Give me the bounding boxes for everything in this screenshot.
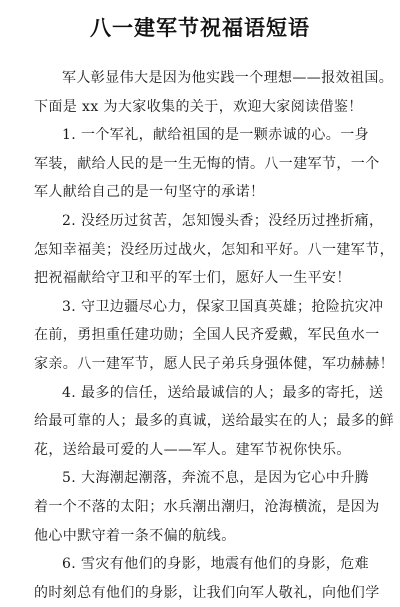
blessing-item-4-continued	[34, 407, 394, 464]
text-line: 军人彰显伟大是因为他实践一个理想——报效祖国。	[62, 70, 394, 86]
text-line: 的时刻总有他们的身影，让我们向军人敬礼，向他们学	[34, 584, 380, 601]
blessing-item-5	[34, 464, 386, 493]
intro-paragraph-continued	[34, 93, 386, 122]
text-line: 6. 雪灾有他们的身影，地震有他们的身影，危难	[62, 556, 370, 573]
blessing-item-4	[34, 379, 386, 408]
blessing-item-1-continued	[34, 150, 386, 207]
text-line: 在前，勇担重任建功勋；全国人民齐爱戴，军民鱼水一	[34, 327, 380, 344]
text-line: 5. 大海潮起潮落，奔流不息，是因为它心中升腾	[62, 470, 370, 487]
text-line: 军人献给自己的是一句坚守的承诺！	[34, 184, 265, 201]
text-line: 把祝福献给守卫和平的军士们，愿好人一生平安！	[34, 270, 351, 287]
blessing-item-6-continued	[34, 579, 386, 607]
intro-paragraph	[34, 64, 394, 93]
blessing-item-2	[34, 207, 386, 236]
text-line: 1. 一个军礼，献给祖国的是一颗赤诚的心。一身	[62, 127, 370, 144]
text-line: 他心中默守着一条不偏的航线。	[34, 527, 236, 544]
blessing-item-2-continued	[34, 236, 394, 293]
document-body	[34, 64, 394, 607]
blessing-item-3	[34, 293, 386, 322]
blessing-item-1	[34, 121, 386, 150]
text-line: 怎知幸福美；没经历过战火，怎知和平好。八一建军节，	[34, 241, 394, 258]
blessing-item-3-continued	[34, 321, 394, 378]
document-title: 八一建军节祝福语短语	[90, 16, 310, 40]
text-line: 下面是 xx 为大家收集的关于，欢迎大家阅读借鉴！	[34, 98, 363, 115]
text-line: 军装，献给人民的是一生无悔的情。八一建军节，一个	[34, 155, 380, 172]
text-line: 3. 守卫边疆尽心力，保家卫国真英雄；抢险抗灾冲	[62, 298, 384, 315]
blessing-item-5-continued	[34, 493, 386, 550]
blessing-item-6	[34, 550, 386, 579]
text-line: 2. 没经历过贫苦，怎知馒头香；没经历过挫折痛，	[62, 212, 384, 229]
text-line: 4. 最多的信任，送给最诚信的人；最多的寄托，送	[62, 384, 384, 401]
text-line: 着一个不落的太阳；水兵潮出潮归，沧海横流，是因为	[34, 498, 380, 515]
text-line: 给最可靠的人；最多的真诚，送给最实在的人；最多的鲜	[34, 413, 394, 430]
text-line: 家亲。八一建军节，愿人民子弟兵身强体健，军功赫赫！	[34, 355, 394, 372]
text-line: 花，送给最可爱的人——军人。建军节祝你快乐。	[34, 441, 351, 458]
